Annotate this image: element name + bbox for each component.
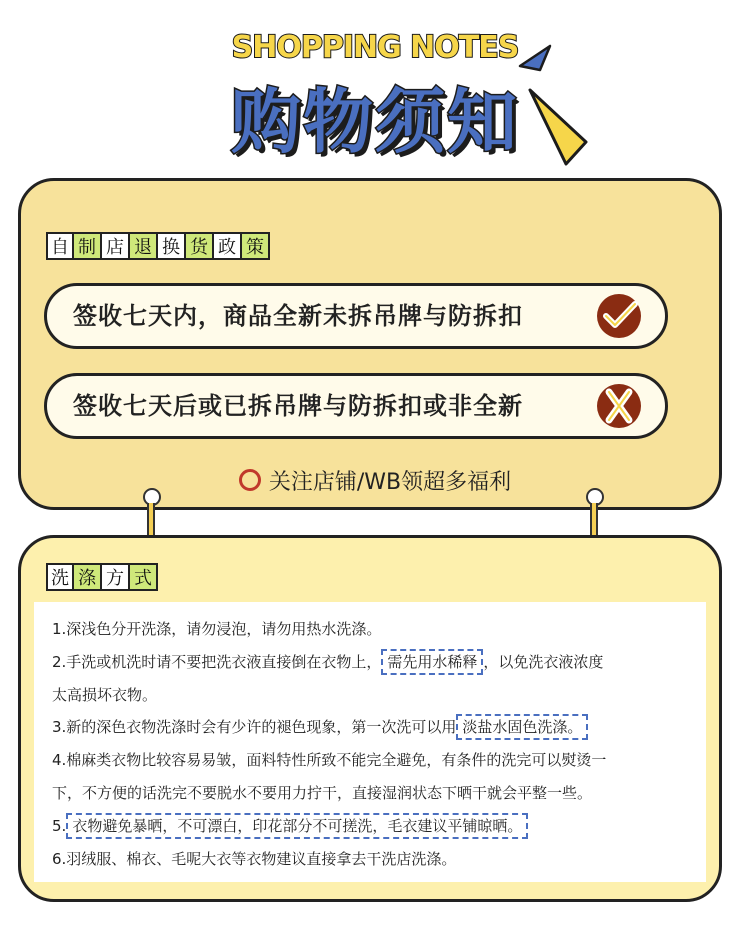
highlight-salt-water: 淡盐水固色洗涤。 [456, 714, 588, 740]
tag-char: 货 [186, 232, 214, 260]
follow-store-note [0, 465, 750, 496]
wash-line-2-cont: 太高损坏衣物。 [52, 686, 158, 704]
return-policy-tag [46, 232, 270, 260]
tag-char: 洗 [46, 563, 74, 591]
wash-line-5 [52, 815, 528, 836]
policy-allowed-text: 签收七天内，商品全新未拆吊牌与防拆扣 [73, 302, 523, 330]
connector-bar [147, 503, 155, 539]
connector-bar [590, 503, 598, 539]
tag-char: 式 [130, 563, 158, 591]
highlight-sun-warning: 衣物避免暴晒，不可漂白，印花部分不可搓洗，毛衣建议平铺晾晒。 [66, 813, 528, 839]
tag-char: 策 [242, 232, 270, 260]
policy-denied-pill [44, 373, 668, 439]
wash-line-4-cont: 下，不方便的话洗完不要脱水不要用力拧干，直接湿润状态下晒干就会平整一些。 [52, 784, 593, 802]
tag-char: 换 [158, 232, 186, 260]
washing-instructions [34, 602, 706, 882]
circle-icon [239, 469, 261, 491]
highlight-dilute: 需先用水稀释 [381, 649, 483, 675]
triangle-icon-large [526, 84, 592, 170]
triangle-icon-small [518, 42, 554, 72]
wash-line-6: 6.羽绒服、棉衣、毛呢大衣等衣物建议直接拿去干洗店洗涤。 [52, 850, 457, 868]
header-eyebrow: SHOPPING NOTES [231, 30, 519, 65]
wash-line-4: 4.棉麻类衣物比较容易易皱，面料特性所致不能完全避免，有条件的洗完可以熨烫一 [52, 751, 607, 769]
wash-text: ，以免洗衣液浓度 [483, 653, 604, 671]
tag-char: 方 [102, 563, 130, 591]
tag-char: 政 [214, 232, 242, 260]
policy-allowed-pill [44, 283, 668, 349]
follow-text: 关注店铺/WB领超多福利 [268, 470, 512, 495]
wash-line-2 [52, 651, 603, 672]
page-title: 购物须知 [231, 81, 519, 163]
cross-icon [595, 382, 643, 430]
wash-line-1: 1.深浅色分开洗涤，请勿浸泡，请勿用热水洗涤。 [52, 620, 382, 638]
wash-text: 3.新的深色衣物洗涤时会有少许的褪色现象，第一次洗可以用 [52, 718, 457, 736]
tag-char: 涤 [74, 563, 102, 591]
tag-char: 制 [74, 232, 102, 260]
checkmark-icon [595, 292, 643, 340]
wash-text: 2.手洗或机洗时请不要把洗衣液直接倒在衣物上， [52, 653, 382, 671]
wash-text: 5. [52, 817, 67, 835]
policy-denied-text: 签收七天后或已拆吊牌与防拆扣或非全新 [73, 392, 523, 420]
tag-char: 店 [102, 232, 130, 260]
washing-tag [46, 563, 158, 591]
tag-char: 自 [46, 232, 74, 260]
wash-line-3 [52, 716, 588, 737]
tag-char: 退 [130, 232, 158, 260]
